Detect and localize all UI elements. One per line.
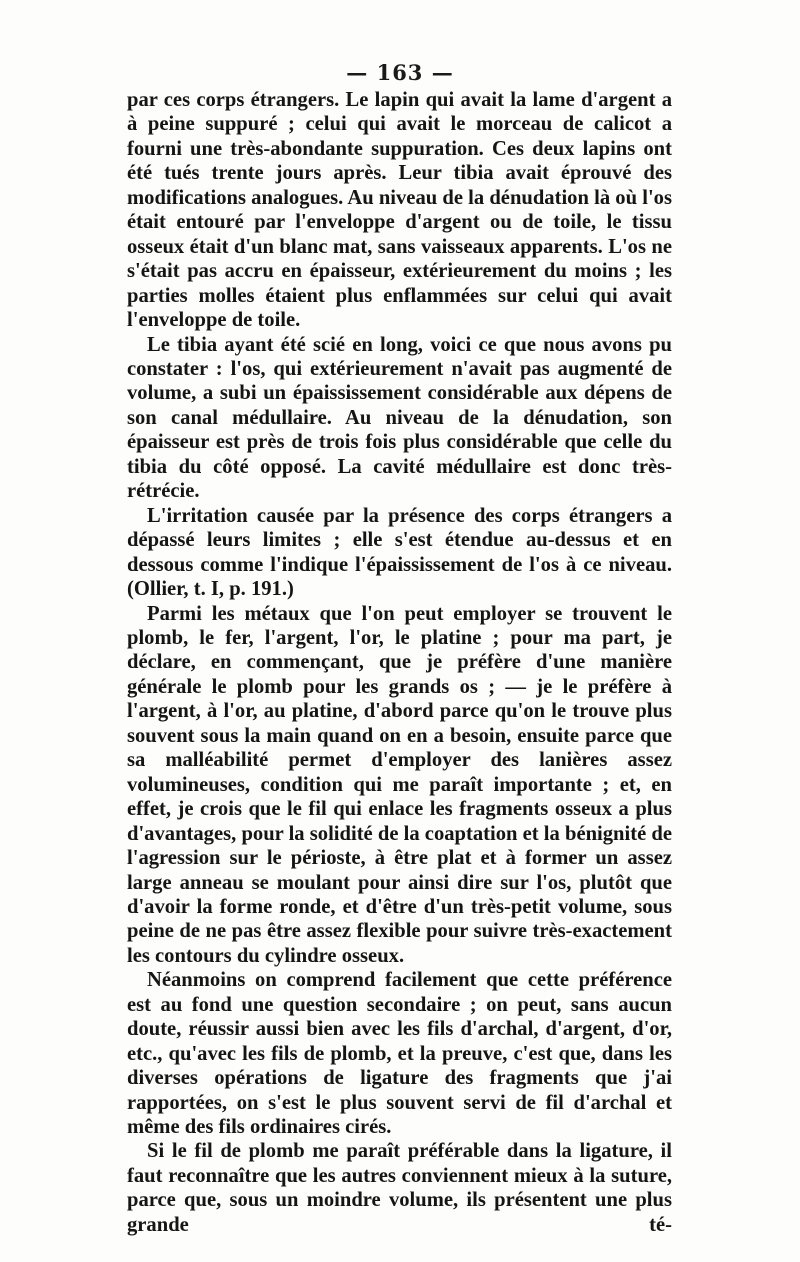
paragraph: L'irritation causée par la présence des corps étrangers a dépassé leurs limites ; elle s'est étendue au-dessus et en dessous comme l'indique l'épaississement de l'os à ce niveau. (Ollier, t. I, p. 191.) bbox=[127, 504, 672, 601]
paragraph: Néanmoins on comprend facilement que cette préférence est au fond une question secondaire ; on peut, sans aucun doute, réussir aussi bien avec les fils d'archal, d'argent, d'or, etc., qu'avec les fils de plomb, et la preuve, c'est que, dans les diverses opérations de ligature des fragments que j'ai rapportées, on s'est le plus souvent servi de fil d'archal et même des fils ordinaires cirés. bbox=[127, 969, 672, 1139]
paragraph: par ces corps étrangers. Le lapin qui avait la lame d'argent a à peine suppuré ; celui qui avait le morceau de calicot a fourni une très-abondante suppuration. Ces deux lapins ont été tués trente jours après. Leur tibia avait éprouvé des modifications analogues. Au niveau de la dénudation là où l'os était entouré par l'enveloppe d'argent ou de toile, le tissu osseux était d'un blanc mat, sans vaisseaux apparents. L'os ne s'était pas accru en épaisseur, extérieurement du moins ; les parties molles étaient plus enflammées sur celui qui avait l'enveloppe de toile. bbox=[127, 89, 672, 332]
page-number: — 163 — bbox=[346, 60, 454, 85]
paragraph: Parmi les métaux que l'on peut employer se trouvent le plomb, le fer, l'argent, l'or, le platine ; pour ma part, je déclare, en commençant, que je préfère d'une manière générale le plomb pour les grands os ; — je le préfère à l'argent, à l'or, au platine, d'abord parce qu'on le trouve plus souvent sous la main quand on en a besoin, ensuite parce que sa malléabilité permet d'employer des lanières assez volumineuses, condition qui me paraît importante ; et, en effet, je crois que le fil qui enlace les fragments osseux a plus d'avantages, pour la solidité de la coaptation et la bénignité de l'agression sur le périoste, à être plat et à former un assez large anneau se moulant pour ainsi dire sur l'os, plutôt que d'avoir la forme ronde, et d'être d'un très-petit volume, sous peine de ne pas être assez flexible pour suivre très-exactement les contours du cylindre osseux. bbox=[127, 602, 672, 967]
paragraph: Si le fil de plomb me paraît préférable dans la ligature, il faut reconnaître que les autres conviennent mieux à la suture, parce que, sous un moindre volume, ils présentent une plus grande té- bbox=[127, 1140, 672, 1236]
body-text bbox=[127, 88, 672, 1237]
paragraph: Le tibia ayant été scié en long, voici ce que nous avons pu constater : l'os, qui extérieurement n'avait pas augmenté de volume, a subi un épaississement considérable aux dépens de son canal médullaire. Au niveau de la dénudation, son épaisseur est près de trois fois plus considérable que celle du tibia du côté opposé. La cavité médullaire est donc très-rétrécie. bbox=[127, 333, 672, 503]
